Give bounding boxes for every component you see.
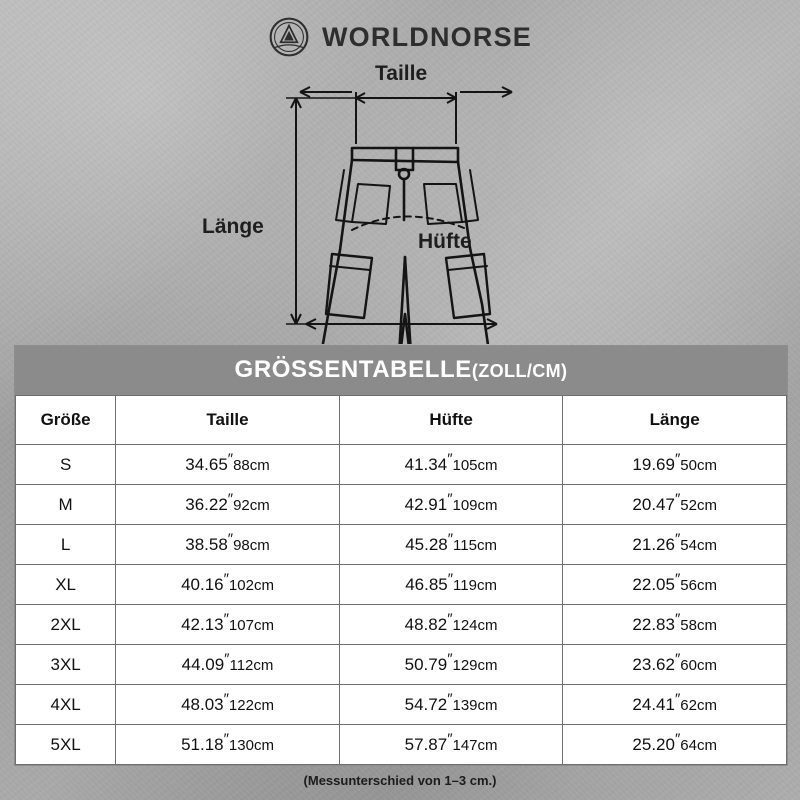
cell-length: 24.41″62cm — [563, 685, 787, 725]
size-table-title — [15, 346, 787, 395]
table-row — [16, 725, 787, 765]
measurement-footnote: (Messunterschied von 1–3 cm.) — [303, 773, 497, 788]
cell-length: 22.05″56cm — [563, 565, 787, 605]
cell-hip: 42.91″109cm — [339, 485, 563, 525]
garment-diagram — [0, 52, 800, 344]
cell-waist: 48.03″122cm — [116, 685, 340, 725]
cell-waist: 51.18″130cm — [116, 725, 340, 765]
cell-hip: 45.28″115cm — [339, 525, 563, 565]
cell-hip: 57.87″147cm — [339, 725, 563, 765]
cell-waist: 38.58″98cm — [116, 525, 340, 565]
cell-size: M — [16, 485, 116, 525]
size-table — [15, 346, 787, 765]
cell-waist: 36.22″92cm — [116, 485, 340, 525]
cell-size: L — [16, 525, 116, 565]
cell-size: S — [16, 445, 116, 485]
cell-hip: 46.85″119cm — [339, 565, 563, 605]
cell-length: 22.83″58cm — [563, 605, 787, 645]
cell-hip: 50.79″129cm — [339, 645, 563, 685]
column-header-size: Größe — [16, 396, 116, 445]
table-row — [16, 685, 787, 725]
table-header-row — [16, 396, 787, 445]
cell-hip: 48.82″124cm — [339, 605, 563, 645]
size-table-container — [14, 345, 788, 766]
table-row — [16, 645, 787, 685]
column-header-waist: Taille — [116, 396, 340, 445]
diagram-label-length: Länge — [202, 215, 264, 238]
cell-length: 19.69″50cm — [563, 445, 787, 485]
table-row — [16, 445, 787, 485]
cell-size: 4XL — [16, 685, 116, 725]
column-header-length: Länge — [563, 396, 787, 445]
cell-waist: 44.09″112cm — [116, 645, 340, 685]
cell-size: 5XL — [16, 725, 116, 765]
cell-length: 23.62″60cm — [563, 645, 787, 685]
cell-waist: 40.16″102cm — [116, 565, 340, 605]
table-row — [16, 565, 787, 605]
size-table-title-unit: (ZOLL/CM) — [471, 361, 568, 381]
cell-waist: 34.65″88cm — [116, 445, 340, 485]
cell-hip: 41.34″105cm — [339, 445, 563, 485]
cell-size: 2XL — [16, 605, 116, 645]
table-body — [16, 445, 787, 765]
brand-name: WORLDNORSE — [322, 21, 532, 52]
diagram-label-waist: Taille — [375, 62, 428, 85]
column-header-hip: Hüfte — [339, 396, 563, 445]
table-row — [16, 525, 787, 565]
cell-waist: 42.13″107cm — [116, 605, 340, 645]
diagram-label-hip: Hüfte — [418, 230, 472, 253]
size-table-title-text: GRÖSSENTABELLE — [234, 356, 472, 383]
cell-hip: 54.72″139cm — [339, 685, 563, 725]
cell-length: 20.47″52cm — [563, 485, 787, 525]
cell-length: 25.20″64cm — [563, 725, 787, 765]
cell-size: XL — [16, 565, 116, 605]
cell-size: 3XL — [16, 645, 116, 685]
table-row — [16, 485, 787, 525]
table-row — [16, 605, 787, 645]
cell-length: 21.26″54cm — [563, 525, 787, 565]
